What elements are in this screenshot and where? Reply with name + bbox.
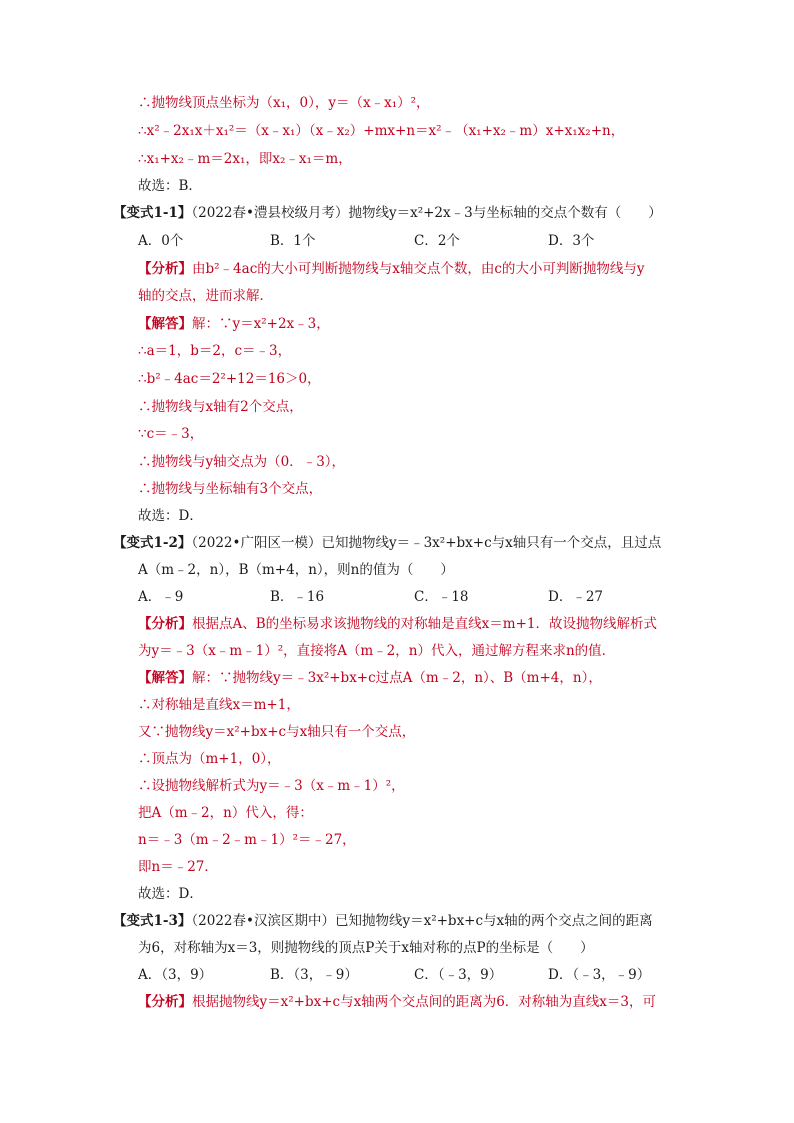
question-1-2: [113, 533, 661, 553]
solution-text: 解：∵抛物线y＝﹣3x²+bx+c过点A（m﹣2，n）、B（m+4，n），: [192, 670, 602, 686]
analysis-text: 由b²﹣4ac的大小可判断抛物线与x轴交点个数，由c的大小可判断抛物线与y: [192, 261, 645, 277]
analysis-line: [138, 992, 656, 1012]
option-d: D．（﹣3，﹣9）: [548, 967, 651, 983]
option-a: A．﹣9: [138, 589, 184, 605]
analysis-line: [138, 614, 657, 634]
solution-line: [138, 314, 330, 334]
option-b: B．（3，﹣9）: [270, 967, 358, 983]
options-row: [138, 965, 698, 985]
answer-line: 故选：D．: [138, 886, 203, 902]
option-c: C．2个: [414, 233, 460, 249]
option-b: B．1个: [270, 233, 316, 249]
question-stem: （2022春•汉滨区期中）已知抛物线y＝x²+bx+c与x轴的两个交点之间的距离: [191, 913, 653, 929]
question-stem: （2022•广阳区一模）已知抛物线y＝﹣3x²+bx+c与x轴只有一个交点，且过点: [191, 535, 662, 551]
solution-step: ∴顶点为（m+1，0），: [138, 751, 281, 767]
option-b: B．﹣16: [270, 589, 325, 605]
solution-line: [138, 668, 602, 688]
solution-step: ∴抛物线与x轴有2个交点，: [138, 399, 303, 415]
option-c: C．﹣18: [414, 589, 469, 605]
solution-line: ∴抛物线顶点坐标为（x₁，0），y＝（x﹣x₁）²，: [138, 95, 430, 111]
solution-line: ∴x₁+x₂﹣m＝2x₁，即x₂﹣x₁＝m，: [138, 151, 352, 167]
solution-step: 即n＝﹣27．: [138, 859, 218, 875]
solution-step: ∴抛物线与坐标轴有3个交点，: [138, 481, 323, 497]
analysis-tag: 【分析】: [138, 261, 192, 277]
solution-step: ∴抛物线与y轴交点为（0．﹣3），: [138, 454, 346, 470]
question-1-1: [113, 203, 662, 223]
option-d: D．﹣27: [548, 589, 604, 605]
option-a: A．0个: [138, 233, 184, 249]
solution-step: ∴b²﹣4ac＝2²+12＝16＞0，: [138, 371, 321, 387]
solution-tag: 【解答】: [138, 670, 192, 686]
solution-line: ∴x²﹣2x₁x＋x₁²＝（x﹣x₁）（x﹣x₂）+mx+n＝x²﹣（x₁+x₂﹣m）x+x₁x₂+n，: [138, 123, 625, 139]
analysis-line: 轴的交点，进而求解．: [138, 288, 273, 304]
question-stem: （2022春•澧县校级月考）抛物线y＝x²+2x﹣3与坐标轴的交点个数有（ ）: [191, 205, 662, 221]
solution-text: 解：∵y＝x²+2x﹣3，: [192, 316, 330, 332]
option-a: A．（3，9）: [138, 967, 213, 983]
solution-tag: 【解答】: [138, 316, 192, 332]
analysis-line: [138, 259, 645, 279]
solution-step: ∵c＝﹣3，: [138, 426, 204, 442]
analysis-tag: 【分析】: [138, 994, 192, 1010]
options-row: [138, 587, 698, 607]
question-tag: 【变式1-1】: [113, 205, 192, 221]
question-1-3: [113, 911, 653, 931]
solution-step: ∴设抛物线解析式为y＝﹣3（x﹣m﹣1）²，: [138, 778, 405, 794]
question-tag: 【变式1-2】: [113, 535, 192, 551]
solution-step: ∴a＝1，b＝2，c＝﹣3，: [138, 343, 292, 359]
answer-line: 故选：D．: [138, 508, 203, 524]
analysis-text: 根据抛物线y＝x²+bx+c与x轴两个交点间的距离为6．对称轴为直线x＝3，可: [192, 994, 656, 1010]
analysis-text: 根据点A、B的坐标易求该抛物线的对称轴是直线x＝m+1．故设抛物线解析式: [192, 616, 657, 632]
solution-step: 把A（m﹣2，n）代入，得：: [138, 805, 313, 821]
options-row: [138, 231, 698, 251]
answer-line: 故选：B．: [138, 178, 202, 194]
solution-step: ∴对称轴是直线x＝m+1，: [138, 697, 300, 713]
option-d: D．3个: [548, 233, 595, 249]
analysis-tag: 【分析】: [138, 616, 192, 632]
question-tag: 【变式1-3】: [113, 913, 192, 929]
question-stem-line: A（m﹣2，n），B（m+4，n），则n的值为（ ）: [138, 562, 454, 578]
analysis-line: 为y＝﹣3（x﹣m﹣1）²，直接将A（m﹣2，n）代入，通过解方程来求n的值．: [138, 643, 616, 659]
question-stem-line: 为6，对称轴为x＝3，则抛物线的顶点P关于x轴对称的点P的坐标是（ ）: [138, 940, 594, 956]
solution-step: 又∵抛物线y＝x²+bx+c与x轴只有一个交点，: [138, 724, 416, 740]
solution-step: n＝﹣3（m﹣2﹣m﹣1）²＝﹣27，: [138, 832, 356, 848]
option-c: C．（﹣3，9）: [414, 967, 503, 983]
